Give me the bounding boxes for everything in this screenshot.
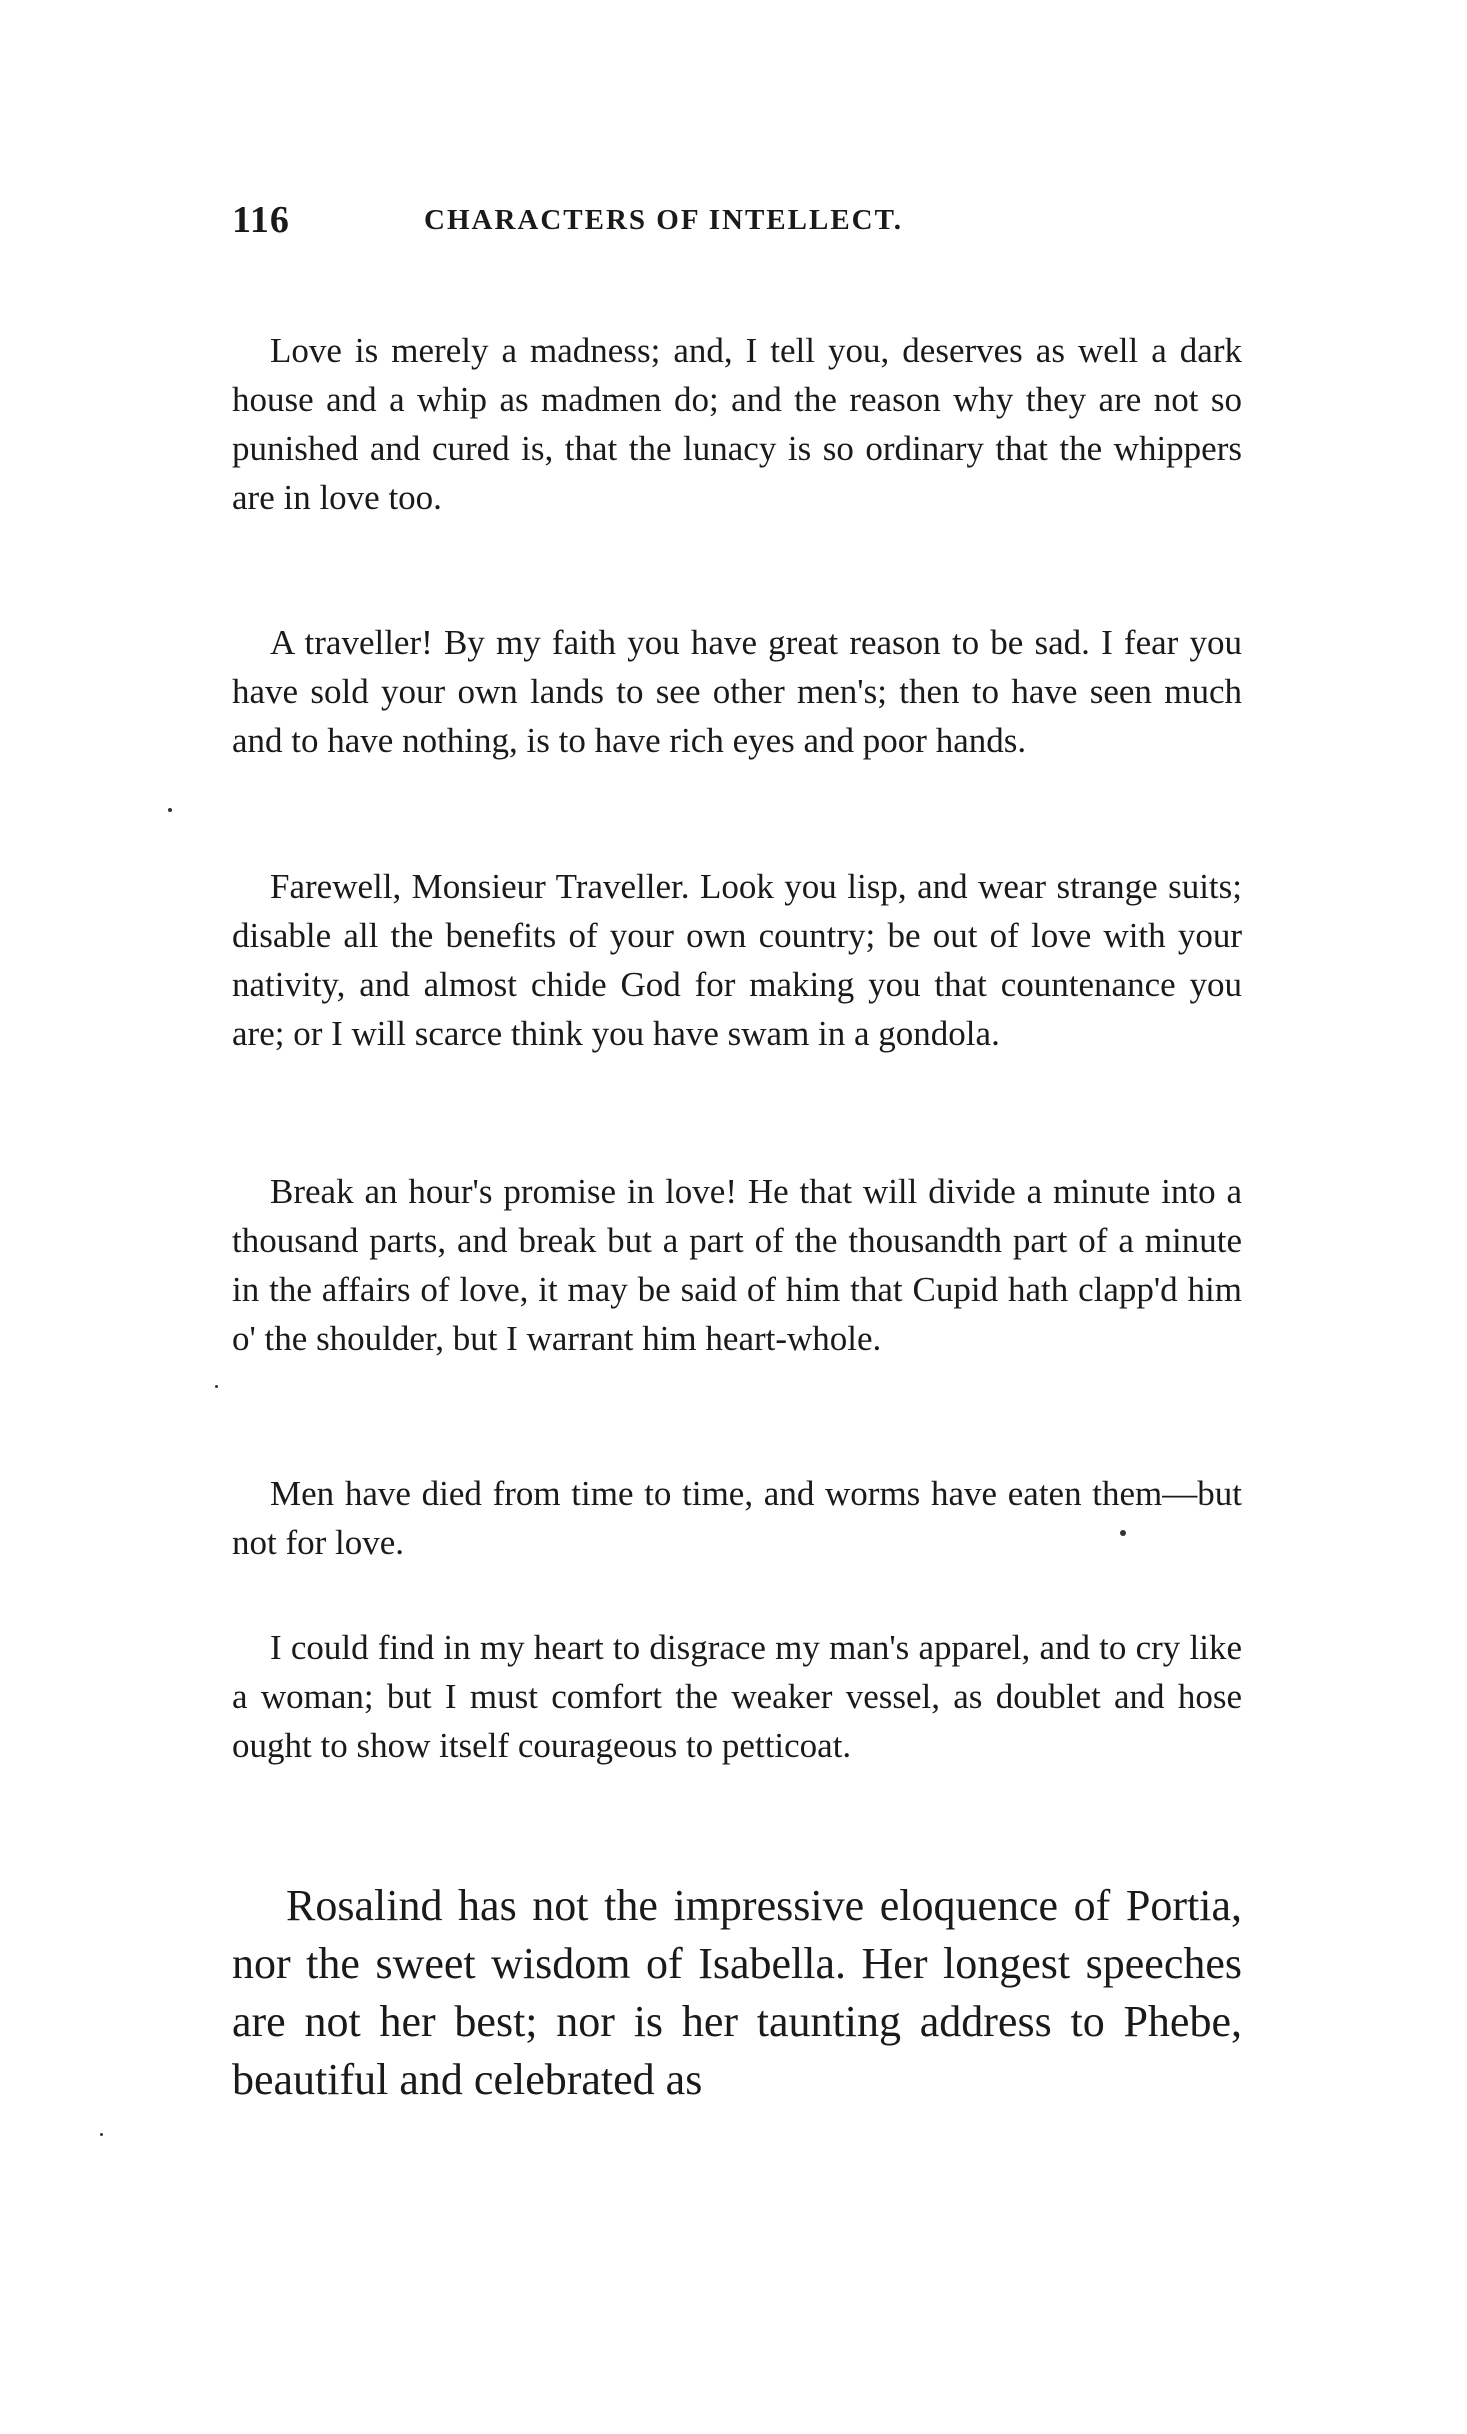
- print-speck: [1120, 1530, 1126, 1536]
- quote-paragraph-6: I could find in my heart to disgrace my man's apparel, and to cry like a woman; but I must comfort the weaker vessel, as doublet and hose ought to show itself courageous to petticoat.: [232, 1628, 1242, 1765]
- quote-paragraph-2: A traveller! By my faith you have great reason to be sad. I fear you have sold your own lands to see other men's; then to have seen much and to have nothing, is to have rich eyes and poor hands.: [232, 623, 1242, 760]
- page-number: 116: [232, 199, 290, 241]
- quote-paragraph-3: Farewell, Monsieur Traveller. Look you lisp, and wear strange suits; disable all the benefits of your own country; be out of love with your nativity, and almost chide God for making you that countenance you are; or I will scarce think you have swam in a gondola.: [232, 867, 1242, 1053]
- quote-paragraph-5: Men have died from time to time, and worms have eaten them—but not for love.: [232, 1474, 1242, 1562]
- print-speck: [168, 808, 172, 812]
- quote-paragraph-1: Love is merely a madness; and, I tell you, deserves as well a dark house and a whip as madmen do; and the reason why they are not so punished and cured is, that the lunacy is so ordinary that the whippers are in love too.: [232, 331, 1242, 517]
- print-speck: [215, 1385, 218, 1388]
- print-speck: [100, 2133, 103, 2136]
- page-header: [232, 198, 1242, 241]
- commentary-paragraph: Rosalind has not the impressive eloquence of Portia, nor the sweet wisdom of Isabella. Her longest speeches are not her best; nor is her taunting address to Phebe, beautiful and celebrated as: [232, 1881, 1242, 2104]
- running-title: CHARACTERS OF INTELLECT.: [424, 204, 904, 236]
- quote-paragraph-4: Break an hour's promise in love! He that will divide a minute into a thousand parts, and break but a part of the thousandth part of a minute in the affairs of love, it may be said of him that Cupid hath clapp'd him o' the shoulder, but I warrant him heart-whole.: [232, 1172, 1242, 1358]
